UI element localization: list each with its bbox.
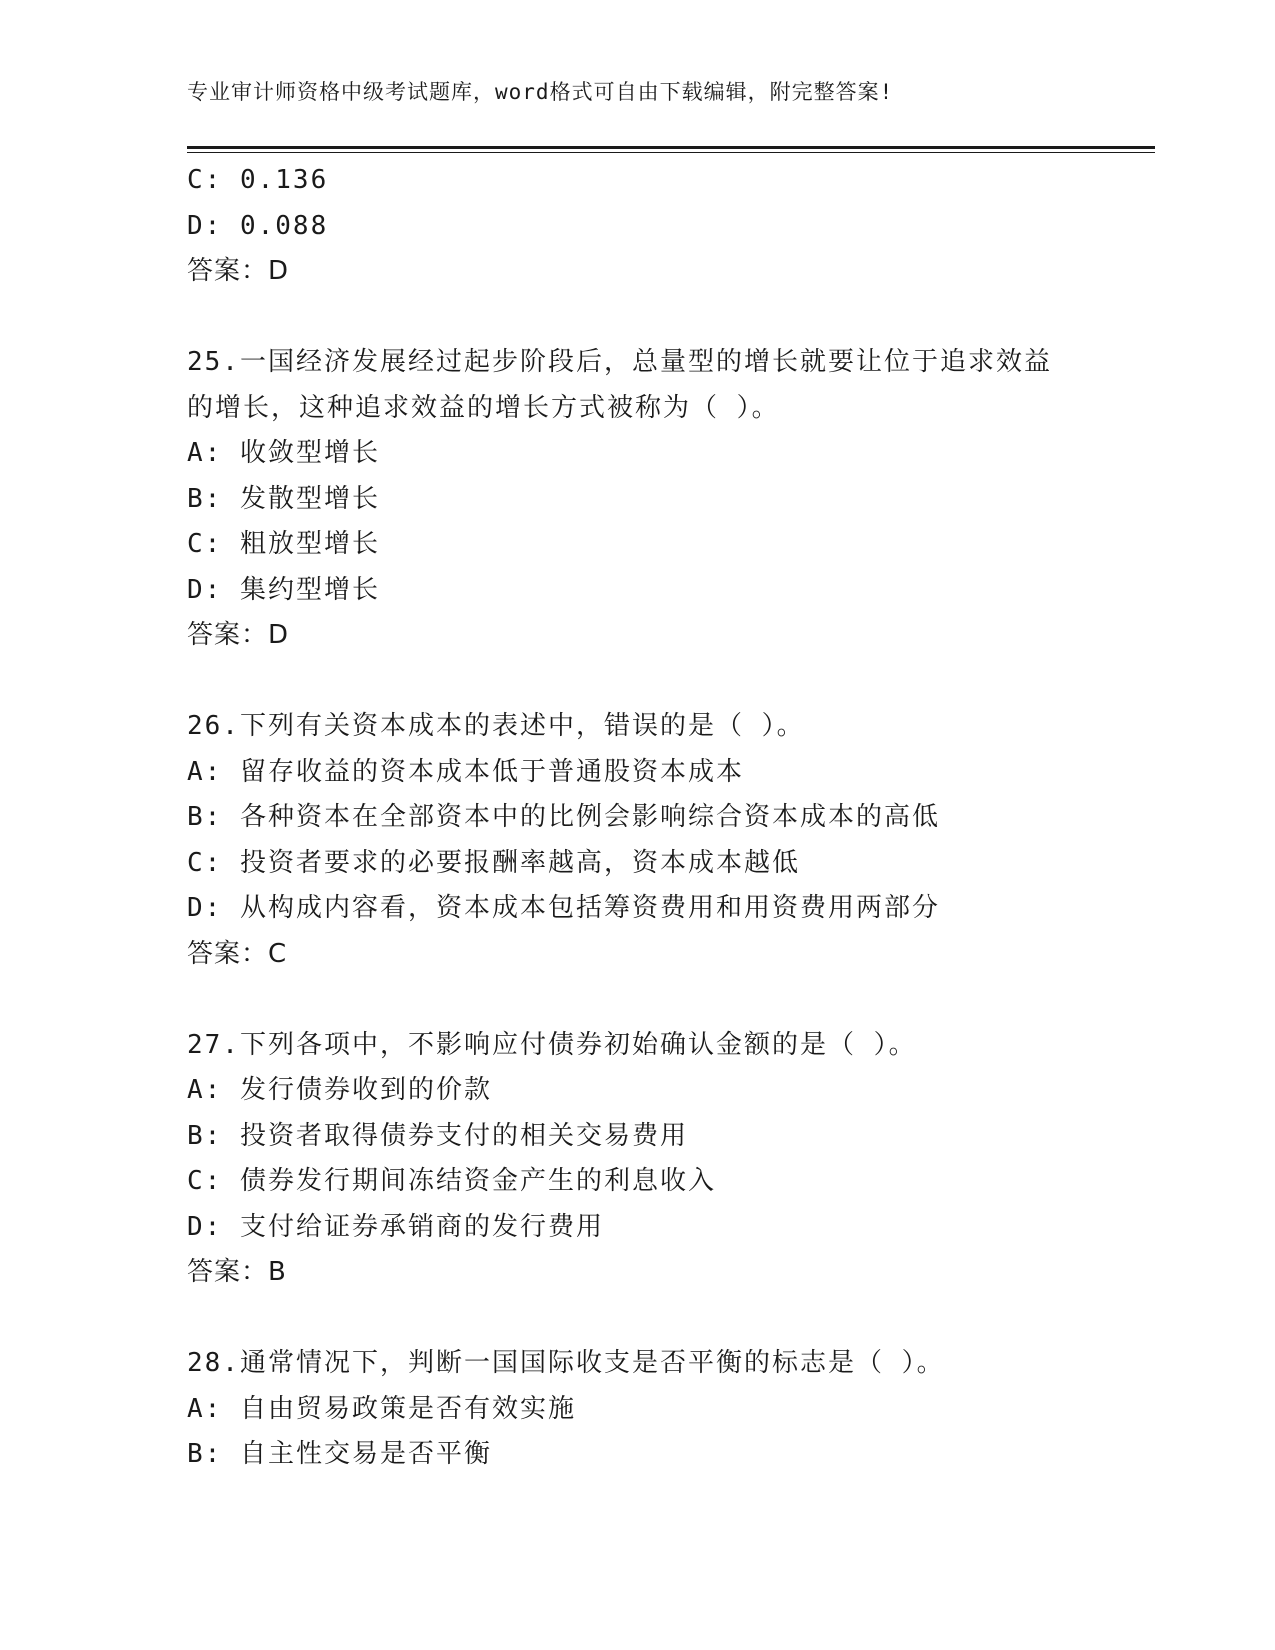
option-a: A: 发行债券收到的价款 <box>187 1075 492 1105</box>
question-stem-line: 26.下列有关资本成本的表述中，错误的是（ ）。 <box>187 711 805 741</box>
question-stem-line: 的增长，这种追求效益的增长方式被称为（ ）。 <box>187 392 780 423</box>
option-c: C: 粗放型增长 <box>187 529 380 559</box>
option-b: B: 发散型增长 <box>187 483 380 514</box>
answer-line: 答案：B <box>187 1257 287 1287</box>
option-a: A: 留存收益的资本成本低于普通股资本成本 <box>187 756 744 787</box>
option-d: D: 从构成内容看，资本成本包括筹资费用和用资费用两部分 <box>187 893 940 923</box>
spacer <box>187 977 1087 1023</box>
answer-line: 答案：C <box>187 938 288 969</box>
question-28 <box>187 1341 1087 1478</box>
option-c: C: 债券发行期间冻结资金产生的利息收入 <box>187 1166 716 1196</box>
question-stem-line: 25.一国经济发展经过起步阶段后，总量型的增长就要让位于追求效益 <box>187 347 1052 377</box>
option-c: C: 0.136 <box>187 165 329 195</box>
question-stem-line: 27.下列各项中，不影响应付债券初始确认金额的是（ ）。 <box>187 1029 917 1060</box>
question-25 <box>187 340 1087 659</box>
option-d: D: 支付给证券承销商的发行费用 <box>187 1211 604 1242</box>
header-rule-thick <box>187 146 1155 149</box>
page-header: 专业审计师资格中级考试题库，word格式可自由下载编辑，附完整答案! <box>187 80 894 104</box>
previous-question-tail <box>187 158 1087 295</box>
option-b: B: 自主性交易是否平衡 <box>187 1439 492 1469</box>
option-b: B: 投资者取得债券支付的相关交易费用 <box>187 1120 688 1151</box>
header-rule-thin <box>187 152 1155 153</box>
option-c: C: 投资者要求的必要报酬率越高，资本成本越低 <box>187 847 800 878</box>
question-26 <box>187 704 1087 977</box>
question-content <box>187 158 1087 1478</box>
spacer <box>187 1296 1087 1342</box>
question-stem-line: 28.通常情况下，判断一国国际收支是否平衡的标志是（ ）。 <box>187 1348 945 1378</box>
question-27 <box>187 1023 1087 1296</box>
option-d: D: 0.088 <box>187 210 329 241</box>
spacer <box>187 295 1087 341</box>
answer-line: 答案：D <box>187 620 290 650</box>
option-a: A: 自由贸易政策是否有效实施 <box>187 1393 576 1424</box>
option-d: D: 集约型增长 <box>187 574 380 605</box>
option-a: A: 收敛型增长 <box>187 438 380 468</box>
answer-line: 答案：D <box>187 256 290 286</box>
option-b: B: 各种资本在全部资本中的比例会影响综合资本成本的高低 <box>187 802 940 832</box>
spacer <box>187 659 1087 705</box>
